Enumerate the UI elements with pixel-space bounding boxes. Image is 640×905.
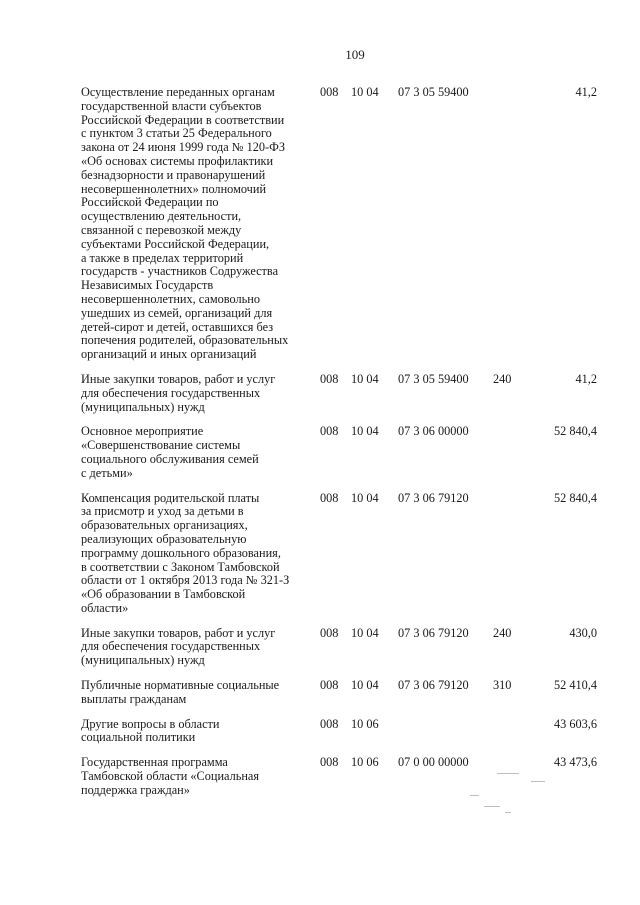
amount: 41,2 [575,85,597,99]
row-description: Публичные нормативные социальные выплаты гражданам [81,678,280,706]
amount: 52 840,4 [553,490,597,505]
section-code: 10 04 [351,85,379,99]
table-row [0,373,640,414]
row-description: Государственная программа Тамбовской области «Социальная поддержка граждан» [81,755,260,797]
scan-speck [505,812,511,813]
amount: 430,0 [569,625,597,640]
target-article-code: 07 3 06 79120 [398,678,469,693]
table-row [0,86,640,362]
amount: 52 840,4 [553,424,597,439]
section-code: 10 04 [351,490,379,505]
row-description: Иные закупки товаров, работ и услуг для обеспечения государственных (муниципальных) нужд [81,625,276,668]
table-row [0,492,640,616]
ministry-code: 008 [320,625,339,640]
target-article-code: 07 0 00 00000 [398,755,469,770]
section-code: 10 04 [351,678,379,693]
ministry-code: 008 [320,490,339,505]
ministry-code: 008 [320,716,339,731]
row-description: Основное мероприятие «Совершенствование системы социального обслуживания семей с детьми» [81,424,259,480]
budget-table [0,86,640,809]
amount: 52 410,4 [553,678,597,693]
table-row [0,756,640,797]
expense-type-code: 240 [493,625,512,640]
row-description: Иные закупки товаров, работ и услуг для обеспечения государственных (муниципальных) нужд [81,371,276,414]
section-code: 10 06 [351,716,379,731]
section-code: 10 04 [351,371,379,386]
ministry-code: 008 [320,371,339,386]
table-row [0,679,640,707]
target-article-code: 07 3 06 00000 [398,424,469,439]
ministry-code: 008 [320,85,339,99]
amount: 41,2 [575,371,597,386]
row-description: Компенсация родительской платы за присмотр и уход за детьми в образовательных организациях, реализующих образовательную программу дошкольного образования, в соответствии с Законом Тамбовской области от 1 октября 2013 года № 321-З «Об образовании в Тамбовской области» [81,490,290,615]
table-row [0,425,640,480]
expense-type-code: 240 [493,371,512,386]
row-description: Другие вопросы в области социальной политики [81,716,220,745]
scan-speck [497,773,519,774]
table-row [0,627,640,668]
expense-type-code: 310 [493,678,512,693]
table-row [0,718,640,746]
target-article-code: 07 3 06 79120 [398,625,469,640]
scan-speck [531,781,545,782]
scan-speck [484,806,500,807]
amount: 43 603,6 [553,716,597,731]
ministry-code: 008 [320,678,339,693]
row-description: Осуществление переданных органам государственной власти субъектов Российской Федерации в соответствии с пунктом 3 статьи 25 Федерального закона от 24 июня 1999 года № 120-ФЗ «Об основах системы профилактики безнадзорности и правонарушений несовершеннолетних» полномочий Российской Федерации по осуществлению деятельности, связанной с перевозкой между субъектами Российской Федерации, а также в пределах территорий государств - участников Содружества Независимых Государств несовершеннолетних, самовольно ушедших из семей, организаций для детей-сирот и детей, оставшихся без попечения родителей, образовательных организаций и иных организаций [81,85,289,362]
section-code: 10 04 [351,424,379,439]
section-code: 10 04 [351,625,379,640]
target-article-code: 07 3 05 59400 [398,371,469,386]
amount: 43 473,6 [553,755,597,770]
page-number: 109 [345,47,365,62]
scan-speck [470,795,479,796]
target-article-code: 07 3 05 59400 [398,85,469,99]
ministry-code: 008 [320,755,339,770]
ministry-code: 008 [320,424,339,439]
section-code: 10 06 [351,755,379,770]
target-article-code: 07 3 06 79120 [398,490,469,505]
